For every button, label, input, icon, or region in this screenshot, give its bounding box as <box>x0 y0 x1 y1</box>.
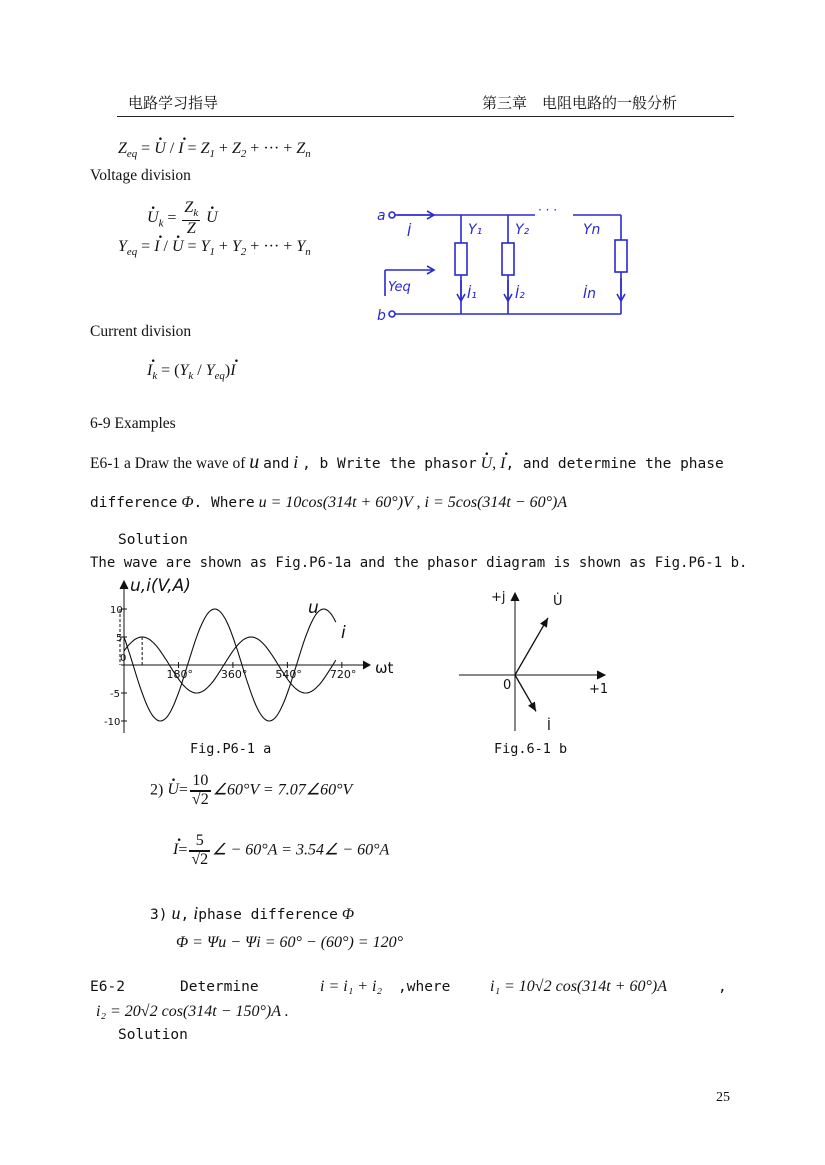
i1-label: İ₁ <box>467 286 477 302</box>
phasor-plus-1: +1 <box>589 682 609 697</box>
e62-solution-label: Solution <box>118 1027 188 1043</box>
current-I-label: İ <box>407 224 412 240</box>
e62-determine: Determine <box>180 979 259 995</box>
node-a-label: a <box>377 208 386 224</box>
y1-label: Y₁ <box>468 222 483 238</box>
node-b-label: b <box>377 308 386 324</box>
e62-i2-expression: i₂ = 20√2 cos(314t − 150°)A . <box>96 1003 289 1020</box>
wave-x-tick-label: 360° <box>220 668 248 681</box>
step3-line: 3) u, iphase difference Φ <box>150 903 355 923</box>
y2-label: Y₂ <box>515 222 530 238</box>
e62-where: ,where <box>398 979 451 995</box>
e62-label: E6-2 <box>90 979 125 995</box>
wave-y-tick-label: 0 <box>120 653 127 664</box>
header-rule <box>117 116 734 117</box>
phasor-i-label: İ <box>547 719 551 734</box>
phasor-u-vector-head <box>540 618 548 628</box>
wave-y-tick-label: 5 <box>116 633 123 644</box>
current-division-formula: · $I_k = (Y_k / Y_{eq})\cdot I$ <box>147 362 236 382</box>
e61-wave-sentence: The wave are shown as Fig.P6-1a and the phasor diagram is shown as Fig.P6-1 b. <box>90 555 748 571</box>
i2-label: İ₂ <box>515 286 525 302</box>
wave-x-axis-label: ωt <box>375 659 394 677</box>
yn-label: Yn <box>583 222 601 238</box>
phasor-origin: 0 <box>503 678 512 693</box>
e62-comma: , <box>718 979 727 995</box>
wave-x-arrow <box>363 661 370 669</box>
u-phasor-equation: 2) · U= $\frac{10}{√2}$ ∠60°V = 7.07∠60°V <box>150 773 352 809</box>
phasor-u-vector <box>515 618 548 675</box>
wave-u-label: u <box>308 598 319 618</box>
wave-chart-title: u,i(V,A) <box>130 576 191 596</box>
phasor-plus-j: +j <box>491 590 506 605</box>
zeq-formula: $Z_{eq}$ = · U / · $I = Z_1 + Z_2$ + ··· + $Z_n$ <box>118 140 311 160</box>
parallel-admittance-circuit <box>375 196 645 328</box>
page-number: 25 <box>716 1090 730 1105</box>
yeq-formula: $Y_{eq}$ = · I / · $U = Y_1 + Y_2$ + ··· + $Y_n$ <box>118 238 311 258</box>
wave-y-arrow <box>120 581 128 589</box>
fig-6-1b-caption: Fig.6-1 b <box>494 741 568 757</box>
section-current-division: Current division <box>90 323 192 340</box>
circuit-dots: · · · <box>538 203 558 217</box>
phasor-diagram <box>455 585 635 735</box>
phase-difference-equation: Φ = Ψu − Ψi = 60° − (60°) = 120° <box>176 934 403 951</box>
in-label: İn <box>583 286 597 302</box>
e62-sum-equation: i = i₁ + i₂ <box>320 978 383 995</box>
wave-y-tick-label: -5 <box>110 689 120 700</box>
section-voltage-division: Voltage division <box>90 167 191 184</box>
phasor-i-vector-head <box>528 702 536 712</box>
voltage-division-formula: · $U_k$ = $\frac{Z_k}{Z}$ · U <box>147 200 218 237</box>
running-header-right: 第三章 电阻电路的一般分析 <box>482 94 678 112</box>
wave-chart <box>100 575 400 737</box>
section-examples: 6-9 Examples <box>90 415 176 432</box>
i-phasor-equation: · I= $\frac{5}{√2}$ ∠ − 60°A = 3.54∠ − 60°A <box>173 833 389 869</box>
wave-y-tick-label: 10 <box>110 605 123 616</box>
phasor-u-label: U̇ <box>553 594 563 609</box>
e62-i1-expression: i₁ = 10√2 cos(314t + 60°)A <box>490 978 667 995</box>
running-header-left: 电路学习指导 <box>128 94 219 112</box>
wave-x-tick-label: 540° <box>275 668 302 681</box>
e61-intro: E6-1 a Draw the wave of u and i , b Write the phasor · U, · I, and determine the phase <box>90 451 724 474</box>
e61-line2: difference Φ. Where u = 10cos(314t + 60°)V , i = 5cos(314t − 60°)A <box>90 494 568 511</box>
fig-p6-1a-caption: Fig.P6-1 a <box>190 741 272 757</box>
wave-y-tick-label: -10 <box>104 717 121 728</box>
wave-i-label: i <box>341 623 346 643</box>
e61-solution-label: Solution <box>118 532 188 548</box>
yeq-label: Yeq <box>388 280 411 295</box>
wave-x-tick-label: 720° <box>329 668 357 681</box>
wave-x-tick-label: 180° <box>166 668 193 681</box>
